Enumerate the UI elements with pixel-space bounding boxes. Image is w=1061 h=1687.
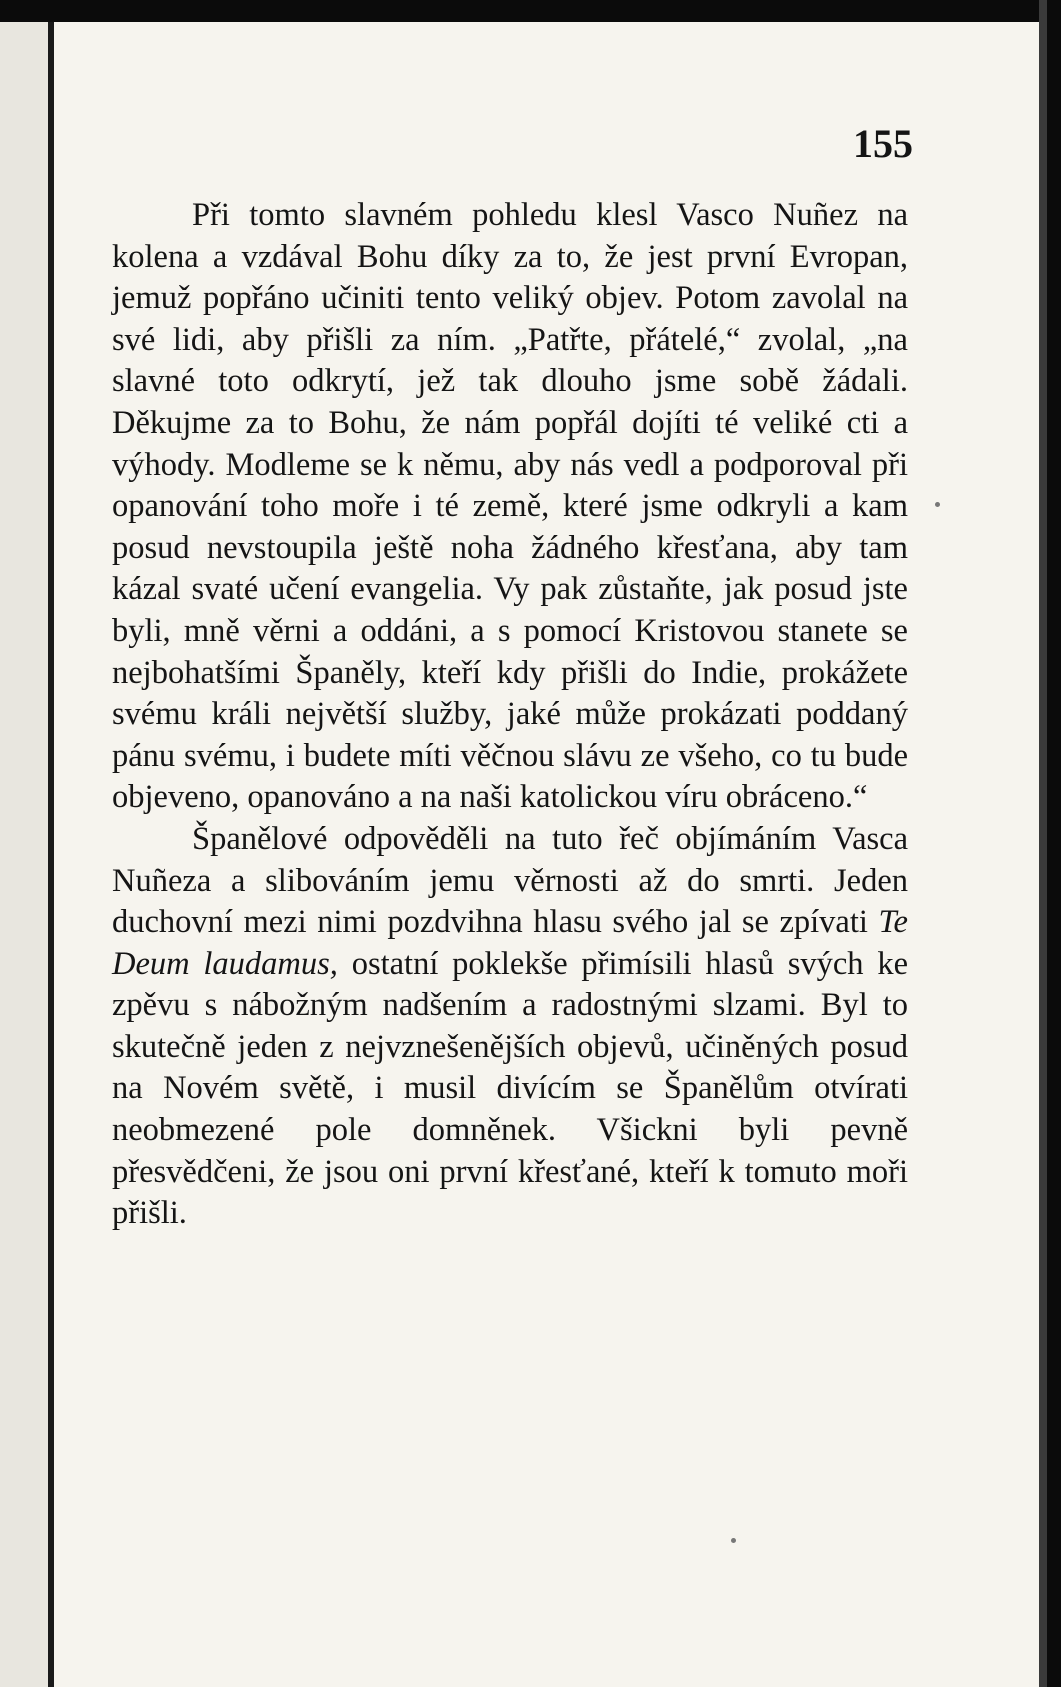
body-text <box>112 195 908 1235</box>
paragraph-1: Při tomto slavném pohledu klesl Vasco Nuñez na kolena a vzdával Bohu díky za to, že jest první Evropan, jemuž popřáno učiniti tento veliký objev. Potom zavolal na své lidi, aby přišli za ním. „Patřte, přátelé,“ zvolal, „na slavné toto odkrytí, jež tak dlouho jsme sobě žádali. Děkujme za to Bohu, že nám popřál dojíti té veliké cti a výhody. Modleme se k němu, aby nás vedl a podporoval při opanování toho moře i té země, které jsme odkryli a kam posud nevstoupila ještě noha žádného křesťana, aby tam kázal svaté učení evangelia. Vy pak zůstaňte, jak posud jste byli, mně věrni a oddáni, a s pomocí Kristovou stanete se nejbohatšími Španěly, kteří kdy přišli do Indie, prokážete svému králi největší služby, jaké může prokázati poddaný pánu svému, i budete míti věčnou slávu ze všeho, co tu bude objeveno, opanováno a na naši katolickou víru obráceno.“ <box>112 197 908 816</box>
latin-hymn-title: Te Deum laudamus, <box>112 904 908 982</box>
paragraph-2 <box>112 819 908 1235</box>
scan-right-shadow <box>1039 0 1047 1687</box>
paragraph-2-start: Španělové odpověděli na tuto řeč objímáním Vasca Nuñeza a slibováním jemu věrnosti až do smrti. Jeden duchovní mezi nimi pozdvihna hlasu svého jal se zpívati <box>112 820 908 941</box>
print-speck <box>731 1538 736 1543</box>
paragraph-2-end: ostatní poklekše přimísili hlasů svých ke zpěvu s nábožným nadšením a radostnými slzami. Byl to skutečně jeden z nejvznešenějších objevů, učiněných posud na Novém světě, i musil divícím se Španělům otvírati neobmezené pole domněnek. Všickni byli pevně přesvědčeni, že jsou oni první křesťané, kteří k tomuto moři přišli. <box>112 945 909 1232</box>
page-number: 155 <box>853 121 913 166</box>
page-left-margin <box>0 0 48 1687</box>
scan-right-border <box>1047 0 1061 1687</box>
print-speck <box>935 502 940 507</box>
scan-top-border <box>0 0 1061 22</box>
binding-edge <box>48 0 54 1687</box>
